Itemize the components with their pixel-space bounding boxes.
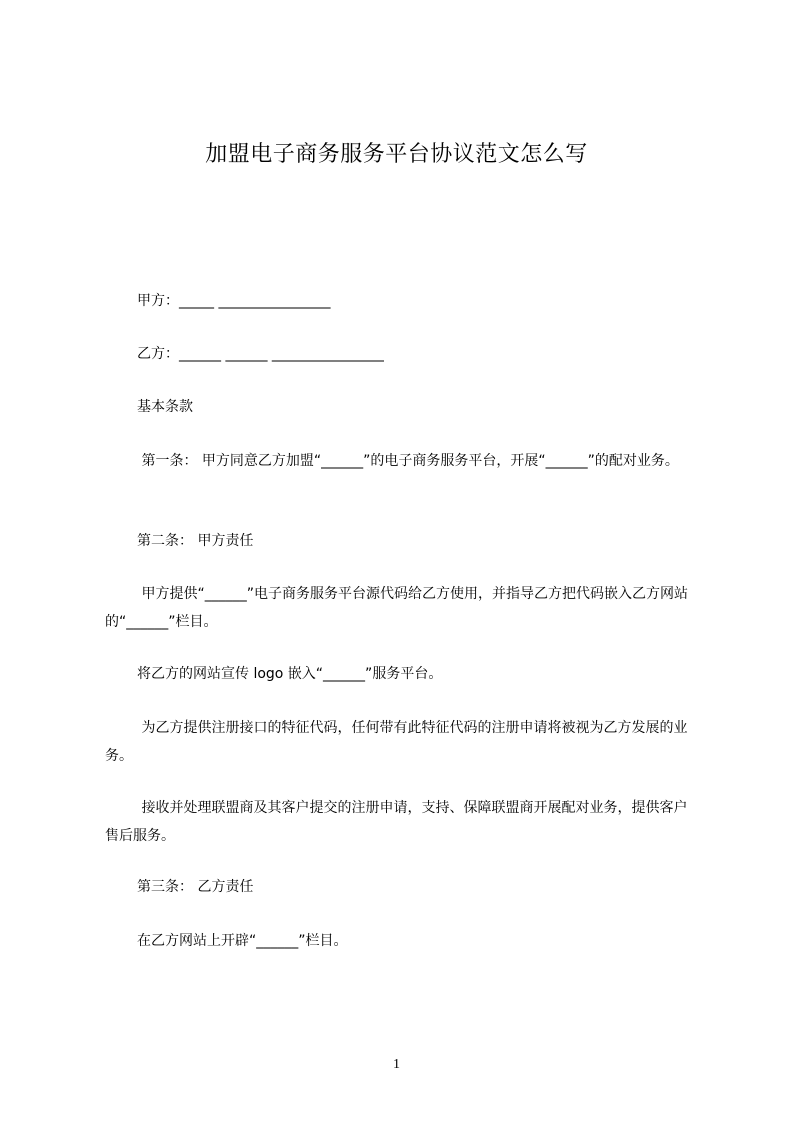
article-3-heading: 第三条： 乙方责任	[137, 879, 254, 895]
page-number: 1	[393, 1057, 400, 1072]
article-1-paragraph: 第一条： 甲方同意乙方加盟“______”的电子商务服务平台，开展“______”的配对业务。	[137, 453, 679, 469]
section-heading-basic-terms: 基本条款	[137, 399, 193, 415]
party-a-duty-2: 将乙方的网站宣传 logo 嵌入“______”服务平台。	[137, 666, 443, 682]
party-b-line: 乙方：______ ______ ________________	[137, 346, 384, 362]
document-title: 加盟电子商务服务平台协议范文怎么写	[205, 142, 588, 167]
article-2-heading: 第二条： 甲方责任	[137, 533, 254, 549]
party-a-duty-4: 接收并处理联盟商及其客户提交的注册申请，支持、保障联盟商开展配对业务，提供客户售后服务。	[105, 800, 688, 844]
party-a-line: 甲方：_____ ________________	[137, 293, 331, 309]
party-b-duty-1: 在乙方网站上开辟“______”栏目。	[137, 933, 348, 949]
party-a-duty-3: 为乙方提供注册接口的特征代码，任何带有此特征代码的注册申请将被视为乙方发展的业务。	[105, 720, 688, 764]
party-a-duty-1: 甲方提供“______”电子商务服务平台源代码给乙方使用，并指导乙方把代码嵌入乙方网站的“______”栏目。	[105, 586, 688, 630]
